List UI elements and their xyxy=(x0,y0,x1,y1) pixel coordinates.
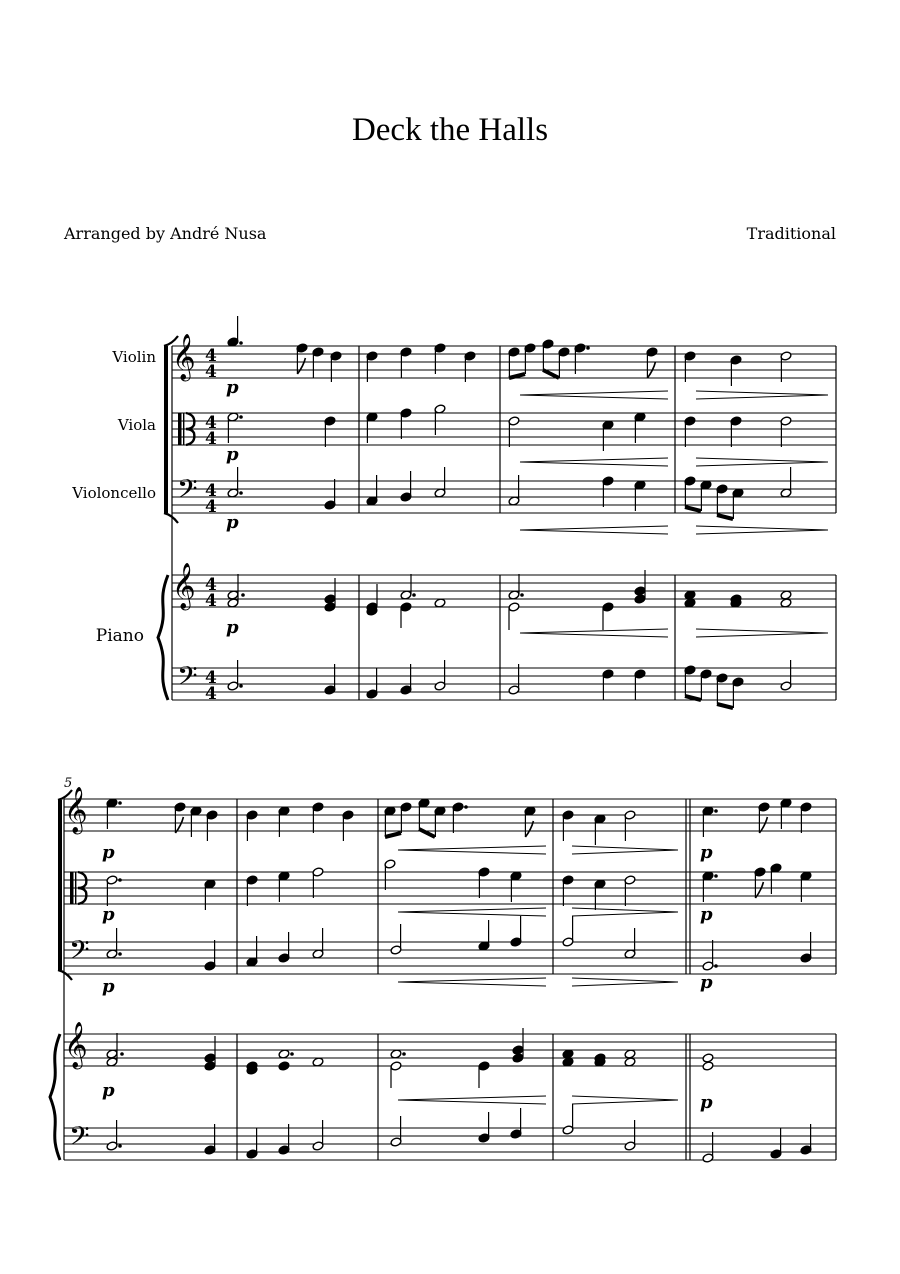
dynamic-piano-mark: p xyxy=(102,976,115,997)
augmentation-dot xyxy=(241,593,245,597)
treble-clef-icon: 𝄞 xyxy=(64,787,88,833)
bass-clef-icon: 𝄢 xyxy=(69,934,90,972)
bass-clef-icon: 𝄢 xyxy=(69,1120,90,1158)
notehead xyxy=(400,602,412,612)
time-signature-top: 4 xyxy=(205,346,217,366)
notehead xyxy=(634,594,646,604)
notehead xyxy=(204,1061,216,1071)
alto-clef-icon xyxy=(178,413,182,445)
notehead xyxy=(634,586,646,596)
treble-clef-icon: 𝄞 xyxy=(64,1022,88,1068)
time-signature-bottom: 4 xyxy=(205,429,217,449)
dynamic-piano-mark: p xyxy=(102,904,115,925)
augmentation-dot xyxy=(402,1052,406,1056)
augmentation-dot xyxy=(118,801,122,805)
crescendo-hairpin xyxy=(398,850,546,854)
augmentation-dot xyxy=(239,415,243,419)
beam xyxy=(717,515,733,519)
crescendo-hairpin xyxy=(398,982,546,986)
crescendo-hairpin xyxy=(398,1096,546,1100)
dynamic-piano-mark: p xyxy=(226,444,239,465)
piano-brace xyxy=(50,1034,60,1160)
dynamic-piano-mark: p xyxy=(700,1092,713,1113)
decrescendo-hairpin xyxy=(572,1100,678,1104)
augmentation-dot xyxy=(714,874,718,878)
crescendo-hairpin xyxy=(520,526,668,530)
beam xyxy=(509,374,525,378)
notehead xyxy=(508,602,520,612)
crescendo-hairpin xyxy=(398,978,546,982)
notehead xyxy=(324,602,336,612)
decrescendo-hairpin xyxy=(696,526,828,530)
time-signature-top: 4 xyxy=(205,413,217,433)
augmentation-dot xyxy=(714,809,718,813)
decrescendo-hairpin xyxy=(572,908,678,912)
measure-number: 5 xyxy=(64,776,73,791)
instrument-label-violoncello: Violoncello xyxy=(72,484,156,502)
time-signature-top: 4 xyxy=(205,481,217,501)
dynamic-piano-mark: p xyxy=(226,512,239,533)
notehead xyxy=(390,1061,402,1071)
augmentation-dot xyxy=(118,1144,122,1148)
dynamic-piano-mark: p xyxy=(102,1080,115,1101)
crescendo-hairpin xyxy=(520,395,668,399)
ensemble-bracket xyxy=(164,346,168,513)
notehead xyxy=(602,602,614,612)
augmentation-dot xyxy=(520,593,524,597)
dynamic-piano-mark: p xyxy=(700,842,713,863)
notehead xyxy=(702,1053,714,1063)
instrument-label-viola: Viola xyxy=(117,416,156,434)
augmentation-dot xyxy=(290,1052,294,1056)
alto-clef-icon xyxy=(183,413,184,445)
bass-clef-icon: 𝄢 xyxy=(177,473,198,511)
dynamic-piano-mark: p xyxy=(226,617,239,638)
instrument-label-piano: Piano xyxy=(95,626,144,646)
augmentation-dot xyxy=(464,805,468,809)
alto-clef-icon xyxy=(70,872,74,904)
notehead xyxy=(278,1061,290,1071)
notehead xyxy=(478,1061,490,1071)
decrescendo-hairpin xyxy=(696,530,828,534)
beam xyxy=(685,696,701,700)
notehead xyxy=(204,1053,216,1063)
dynamic-piano-mark: p xyxy=(700,972,713,993)
eighth-flag xyxy=(297,358,305,374)
ensemble-bracket xyxy=(164,513,178,523)
crescendo-hairpin xyxy=(520,458,668,462)
beam xyxy=(543,370,559,378)
decrescendo-hairpin xyxy=(572,846,678,850)
crescendo-hairpin xyxy=(398,912,546,916)
decrescendo-hairpin xyxy=(572,912,678,916)
crescendo-hairpin xyxy=(520,530,668,534)
beam xyxy=(685,507,701,511)
beam xyxy=(385,833,401,837)
augmentation-dot xyxy=(714,964,718,968)
augmentation-dot xyxy=(118,878,122,882)
augmentation-dot xyxy=(239,491,243,495)
notehead xyxy=(512,1045,524,1055)
time-signature-bottom: 4 xyxy=(205,684,217,704)
decrescendo-hairpin xyxy=(572,1096,678,1100)
time-signature-bottom: 4 xyxy=(205,362,217,382)
time-signature-bottom: 4 xyxy=(205,497,217,517)
beam xyxy=(419,829,435,837)
arranger-credit: Arranged by André Nusa xyxy=(64,224,267,243)
dynamic-piano-mark: p xyxy=(102,842,115,863)
crescendo-hairpin xyxy=(398,846,546,850)
decrescendo-hairpin xyxy=(696,462,828,466)
crescendo-hairpin xyxy=(398,908,546,912)
decrescendo-hairpin xyxy=(572,978,678,982)
decrescendo-hairpin xyxy=(696,391,828,395)
crescendo-hairpin xyxy=(520,629,668,633)
time-signature-bottom: 4 xyxy=(205,591,217,611)
decrescendo-hairpin xyxy=(696,395,828,399)
decrescendo-hairpin xyxy=(572,850,678,854)
dynamic-piano-mark: p xyxy=(226,377,239,398)
crescendo-hairpin xyxy=(520,462,668,466)
augmentation-dot xyxy=(120,1052,124,1056)
crescendo-hairpin xyxy=(398,1100,546,1104)
decrescendo-hairpin xyxy=(696,458,828,462)
augmentation-dot xyxy=(239,684,243,688)
crescendo-hairpin xyxy=(520,391,668,395)
treble-clef-icon: 𝄞 xyxy=(172,563,196,609)
time-signature-top: 4 xyxy=(205,575,217,595)
augmentation-dot xyxy=(239,341,243,345)
treble-clef-icon: 𝄞 xyxy=(172,334,196,380)
composer-credit: Traditional xyxy=(746,224,836,243)
decrescendo-hairpin xyxy=(696,633,828,637)
bass-clef-icon: 𝄢 xyxy=(177,660,198,698)
notehead xyxy=(512,1053,524,1063)
decrescendo-hairpin xyxy=(572,982,678,986)
dynamic-piano-mark: p xyxy=(700,904,713,925)
notehead xyxy=(324,594,336,604)
time-signature-top: 4 xyxy=(205,668,217,688)
instrument-label-violin: Violin xyxy=(112,348,156,366)
augmentation-dot xyxy=(118,952,122,956)
augmentation-dot xyxy=(586,346,590,350)
ensemble-bracket xyxy=(58,800,62,970)
beam xyxy=(717,704,733,708)
score-title: Deck the Halls xyxy=(351,112,549,148)
piano-brace xyxy=(158,575,168,700)
notehead xyxy=(702,1061,714,1071)
alto-clef-icon xyxy=(75,872,76,904)
crescendo-hairpin xyxy=(520,633,668,637)
augmentation-dot xyxy=(412,593,416,597)
decrescendo-hairpin xyxy=(696,629,828,633)
